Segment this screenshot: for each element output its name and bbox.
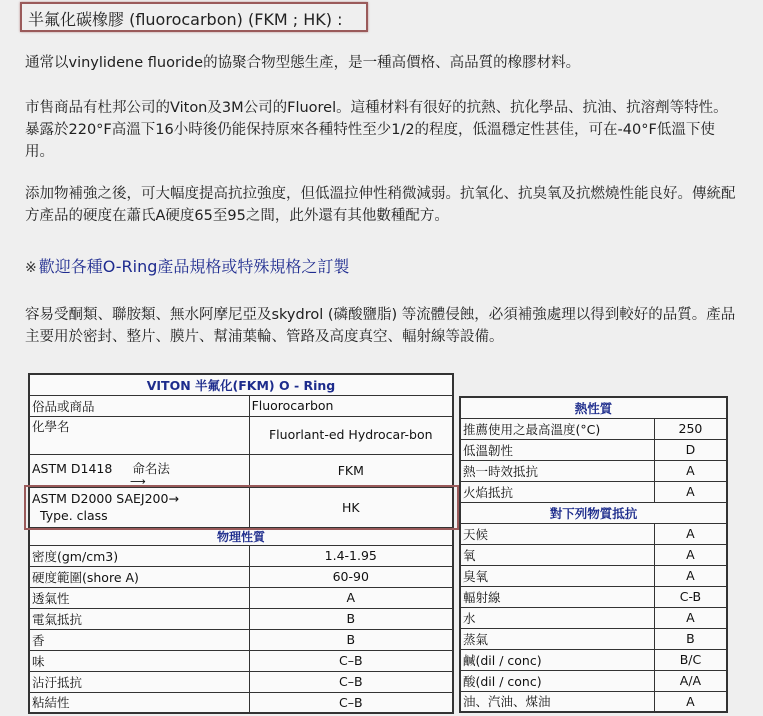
row-value: A/A bbox=[654, 670, 727, 691]
row-value: Fluorocarbon bbox=[249, 395, 453, 416]
table-row bbox=[29, 395, 453, 416]
section-header-row bbox=[29, 527, 453, 545]
table-row bbox=[460, 523, 727, 544]
table-row bbox=[460, 670, 727, 691]
row-label: 粘結性 bbox=[29, 692, 249, 713]
row-label: 氧 bbox=[460, 544, 654, 565]
limitations-paragraph: 容易受酮類、聯胺類、無水阿摩尼亞及skydrol (磷酸鹽脂) 等流體侵蝕，必須補強處理以得到較好的品質。產品主要用於密封、整片、膜片、幫浦葉輪、管路及高度真空、輻射線等設備。 bbox=[25, 307, 736, 345]
row-value: 60-90 bbox=[249, 566, 453, 587]
row-label: 蒸氣 bbox=[460, 628, 654, 649]
table-row bbox=[29, 487, 453, 527]
table-header-row bbox=[460, 397, 727, 418]
row-label: 火焰抵抗 bbox=[460, 481, 654, 502]
row-value: D bbox=[654, 439, 727, 460]
table-row bbox=[460, 544, 727, 565]
arrow-icon: ⟶ bbox=[130, 474, 146, 488]
row-label: 低溫韌性 bbox=[460, 439, 654, 460]
type-class-label: Type. class bbox=[40, 508, 108, 523]
row-label: 電氣抵抗 bbox=[29, 608, 249, 629]
row-label: 沾汙抵抗 bbox=[29, 671, 249, 692]
row-value: 250 bbox=[654, 418, 727, 439]
row-label: 密度(gm/cm3) bbox=[29, 545, 249, 566]
row-label: 俗品或商品 bbox=[29, 395, 249, 416]
row-label: 香 bbox=[29, 629, 249, 650]
astm-d1418-label: ASTM D1418 bbox=[32, 460, 113, 476]
row-value: FKM bbox=[249, 454, 453, 487]
table-row bbox=[460, 628, 727, 649]
row-label: 鹹(dil / conc) bbox=[460, 649, 654, 670]
table-row bbox=[460, 460, 727, 481]
thermal-resistance-table bbox=[459, 396, 728, 713]
table-row bbox=[460, 607, 727, 628]
row-label: 臭氧 bbox=[460, 565, 654, 586]
commercial-products-paragraph: 市售商品有杜邦公司的Viton及3M公司的Fluorel。這種材料有很好的抗熱、抗化學品、抗油、抗溶劑等特性。暴露於220°F高溫下16小時後仍能保持原來各種特性至少1/2的程度，低溫穩定性甚佳，可在-40°F低溫下使用。 bbox=[25, 100, 728, 160]
viton-properties-table bbox=[28, 373, 454, 714]
row-label: 熱一時效抵抗 bbox=[460, 460, 654, 481]
table-header-row bbox=[29, 374, 453, 395]
astm-d2000-label: ASTM D2000 SAEJ200→ bbox=[32, 491, 179, 506]
resistance-header: 對下列物質抵抗 bbox=[460, 502, 727, 523]
table-row bbox=[29, 692, 453, 713]
row-label bbox=[29, 487, 249, 527]
table-row bbox=[460, 418, 727, 439]
row-label: 化學名 bbox=[29, 416, 249, 454]
intro-paragraph: 通常以vinylidene fluoride的協聚合物型態生產，是一種高價格、高品質的橡膠材料。 bbox=[25, 55, 581, 71]
row-value: A bbox=[654, 481, 727, 502]
row-label: 輻射線 bbox=[460, 586, 654, 607]
row-value: A bbox=[654, 607, 727, 628]
section-header-row bbox=[460, 502, 727, 523]
row-value: B bbox=[249, 629, 453, 650]
additives-paragraph: 添加物補強之後，可大幅度提高抗拉強度，但低溫拉伸性稍微減弱。抗氧化、抗臭氧及抗燃燒性能良好。傳統配方產品的硬度在蕭氏A硬度65至95之間，此外還有其他數種配方。 bbox=[25, 186, 736, 224]
row-label: 推薦使用之最高溫度(°C) bbox=[460, 418, 654, 439]
row-value: A bbox=[654, 565, 727, 586]
table-title: VITON 半氟化(FKM) O - Ring bbox=[29, 374, 453, 395]
nomenclature-label: 命名法 bbox=[132, 460, 170, 476]
thermal-properties-header: 熱性質 bbox=[460, 397, 727, 418]
table-row bbox=[29, 650, 453, 671]
row-label: 油、汽油、煤油 bbox=[460, 691, 654, 712]
row-value: A bbox=[654, 544, 727, 565]
row-value: A bbox=[654, 523, 727, 544]
row-label: 味 bbox=[29, 650, 249, 671]
row-label: 透氣性 bbox=[29, 587, 249, 608]
table-row bbox=[460, 439, 727, 460]
row-value: A bbox=[654, 460, 727, 481]
row-value: C–B bbox=[249, 671, 453, 692]
row-label: 硬度範圍(shore A) bbox=[29, 566, 249, 587]
table-row bbox=[460, 691, 727, 712]
table-row bbox=[460, 649, 727, 670]
row-value: B bbox=[249, 608, 453, 629]
row-value: 1.4-1.95 bbox=[249, 545, 453, 566]
row-value: Fluorlant-ed Hydrocar-bon bbox=[249, 416, 453, 454]
row-value: A bbox=[249, 587, 453, 608]
row-label: 天候 bbox=[460, 523, 654, 544]
custom-order-notice bbox=[25, 254, 349, 277]
table-row bbox=[29, 545, 453, 566]
table-row bbox=[29, 671, 453, 692]
table-row bbox=[460, 565, 727, 586]
table-row bbox=[29, 416, 453, 454]
row-value: A bbox=[654, 691, 727, 712]
table-row bbox=[29, 587, 453, 608]
table-row bbox=[29, 608, 453, 629]
physical-properties-header: 物理性質 bbox=[29, 527, 453, 545]
row-value: B/C bbox=[654, 649, 727, 670]
table-row bbox=[460, 586, 727, 607]
row-value: C–B bbox=[249, 692, 453, 713]
table-row bbox=[29, 454, 453, 487]
row-label: 酸(dil / conc) bbox=[460, 670, 654, 691]
page-title: 半氟化碳橡膠 (fluorocarbon) (FKM ; HK) : bbox=[20, 2, 368, 32]
row-value: C-B bbox=[654, 586, 727, 607]
table-row bbox=[29, 629, 453, 650]
row-value: C–B bbox=[249, 650, 453, 671]
reference-mark-icon: ※ bbox=[25, 260, 37, 276]
notice-text: 歡迎各種O-Ring產品規格或特殊規格之訂製 bbox=[38, 257, 350, 276]
row-label bbox=[29, 454, 249, 487]
table-row bbox=[29, 566, 453, 587]
row-value: B bbox=[654, 628, 727, 649]
row-label: 水 bbox=[460, 607, 654, 628]
table-row bbox=[460, 481, 727, 502]
row-value: HK bbox=[249, 487, 453, 527]
